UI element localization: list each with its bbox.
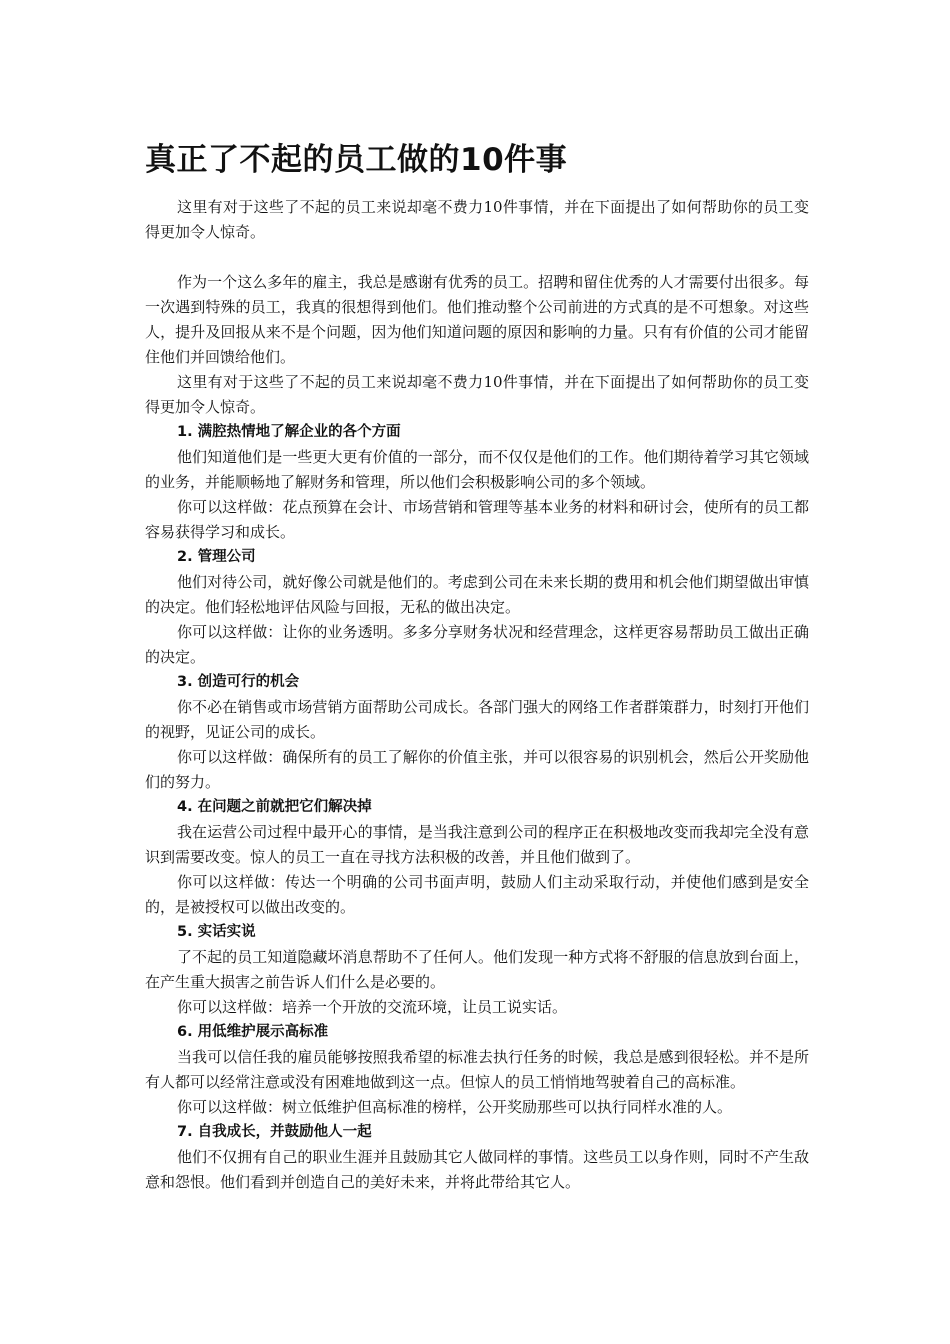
section-text: 我在运营公司过程中最开心的事情，是当我注意到公司的程序正在积极地改变而我却完全没有意识到需要改变。惊人的员工一直在寻找方法积极的改善，并且他们做到了。 [145, 823, 809, 866]
section-5 [145, 920, 809, 1020]
section-4 [145, 795, 809, 920]
section-2 [145, 545, 809, 670]
section-text: 他们知道他们是一些更大更有价值的一部分，而不仅仅是他们的工作。他们期待着学习其它领域的业务，并能顺畅地了解财务和管理，所以他们会积极影响公司的多个领域。 [145, 448, 809, 491]
section-text: 你不必在销售或市场营销方面帮助公司成长。各部门强大的网络工作者群策群力，时刻打开他们的视野，见证公司的成长。 [145, 698, 809, 741]
section-6 [145, 1020, 809, 1120]
section-heading: 2. 管理公司 [177, 549, 256, 565]
section-heading: 1. 满腔热情地了解企业的各个方面 [177, 424, 401, 440]
blank-line [145, 245, 809, 270]
section-7 [145, 1120, 809, 1195]
intro-paragraph: 这里有对于这些了不起的员工来说却毫不费力10件事情，并在下面提出了如何帮助你的员工变得更加令人惊奇。 [145, 198, 809, 241]
section-advice: 你可以这样做：传达一个明确的公司书面声明，鼓励人们主动采取行动，并使他们感到是安全的，是被授权可以做出改变的。 [145, 873, 809, 916]
section-1 [145, 420, 809, 545]
document-page [145, 138, 809, 1195]
section-advice: 你可以这样做：确保所有的员工了解你的价值主张，并可以很容易的识别机会，然后公开奖励他们的努力。 [145, 748, 809, 791]
section-advice: 你可以这样做：让你的业务透明。多多分享财务状况和经营理念，这样更容易帮助员工做出正确的决定。 [145, 623, 809, 666]
section-heading: 4. 在问题之前就把它们解决掉 [177, 799, 372, 815]
section-3 [145, 670, 809, 795]
body-paragraph: 作为一个这么多年的雇主，我总是感谢有优秀的员工。招聘和留住优秀的人才需要付出很多。每一次遇到特殊的员工，我真的很想得到他们。他们推动整个公司前进的方式真的是不可想象。对这些人，提升及回报从来不是个问题，因为他们知道问题的原因和影响的力量。只有有价值的公司才能留住他们并回馈给他们。 [145, 273, 809, 366]
section-advice: 你可以这样做：培养一个开放的交流环境，让员工说实话。 [177, 998, 568, 1016]
document-title: 真正了不起的员工做的10件事 [145, 142, 568, 178]
section-heading: 7. 自我成长，并鼓励他人一起 [177, 1124, 372, 1140]
section-text: 了不起的员工知道隐藏坏消息帮助不了任何人。他们发现一种方式将不舒服的信息放到台面上，在产生重大损害之前告诉人们什么是必要的。 [145, 948, 809, 991]
section-text: 当我可以信任我的雇员能够按照我希望的标准去执行任务的时候，我总是感到很轻松。并不是所有人都可以经常注意或没有困难地做到这一点。但惊人的员工悄悄地驾驶着自己的高标准。 [145, 1048, 809, 1091]
section-advice: 你可以这样做：树立低维护但高标准的榜样，公开奖励那些可以执行同样水准的人。 [177, 1098, 733, 1116]
body-paragraph: 这里有对于这些了不起的员工来说却毫不费力10件事情，并在下面提出了如何帮助你的员工变得更加令人惊奇。 [145, 373, 809, 416]
section-text: 他们对待公司，就好像公司就是他们的。考虑到公司在未来长期的费用和机会他们期望做出审慎的决定。他们轻松地评估风险与回报，无私的做出决定。 [145, 573, 809, 616]
section-heading: 3. 创造可行的机会 [177, 674, 300, 690]
section-heading: 6. 用低维护展示高标准 [177, 1024, 329, 1040]
section-heading: 5. 实话实说 [177, 924, 256, 940]
section-text: 他们不仅拥有自己的职业生涯并且鼓励其它人做同样的事情。这些员工以身作则，同时不产生敌意和怨恨。他们看到并创造自己的美好未来，并将此带给其它人。 [145, 1148, 809, 1191]
section-advice: 你可以这样做：花点预算在会计、市场营销和管理等基本业务的材料和研讨会，使所有的员工都容易获得学习和成长。 [145, 498, 809, 541]
